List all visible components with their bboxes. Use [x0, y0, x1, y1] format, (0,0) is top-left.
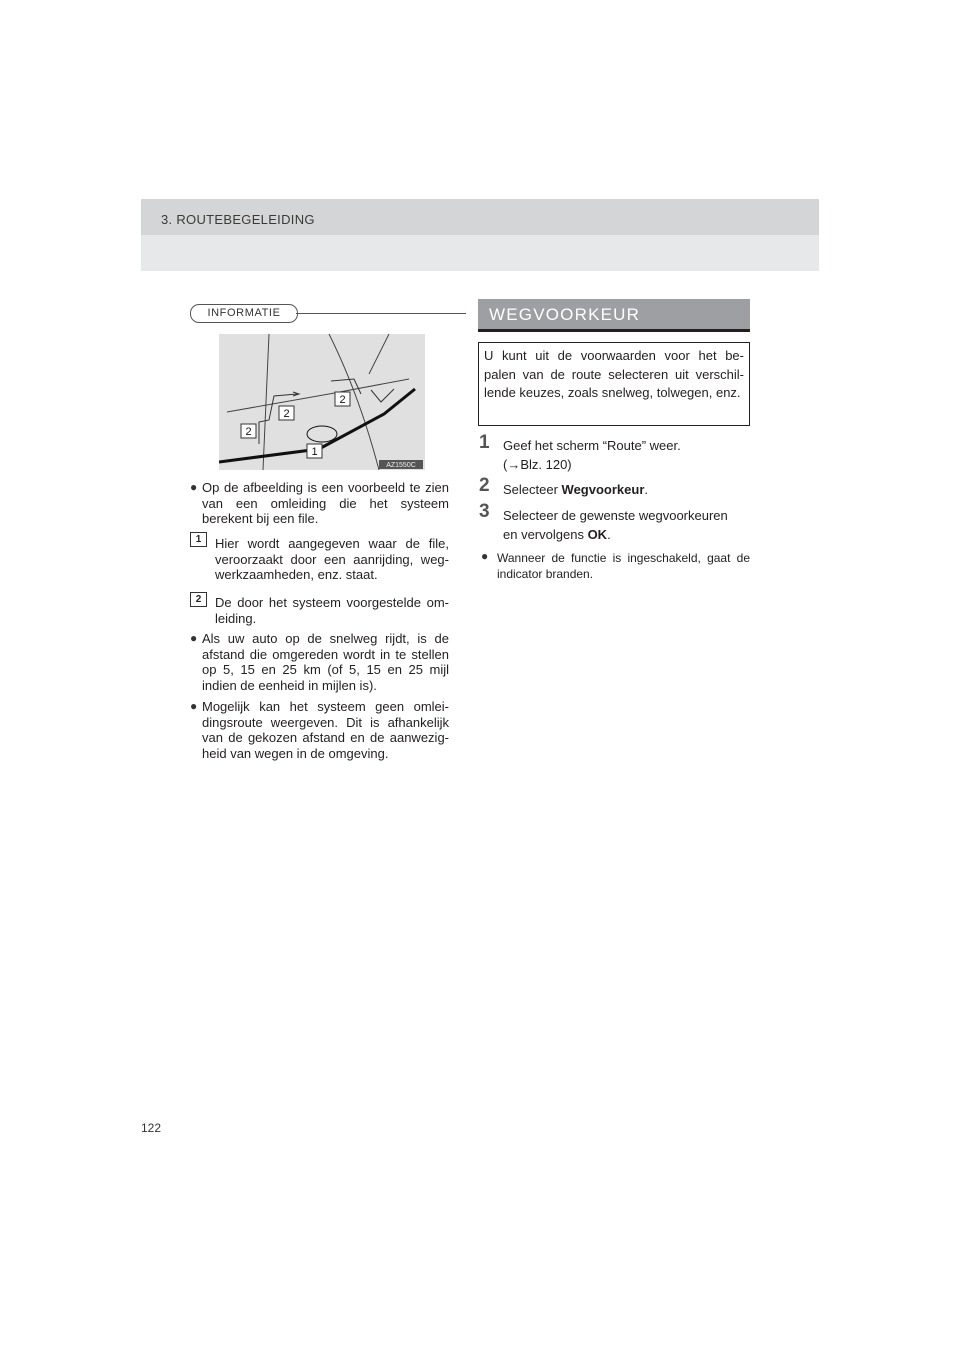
- page-number: 122: [141, 1121, 162, 1135]
- numbered-item-1: Hier wordt aangegeven waar de file, veroorzaakt door een aanrijding, weg- werkzaamheden, enz. staat.: [215, 536, 449, 582]
- figure-code: AZ1550C: [386, 462, 416, 469]
- bullet-icon: ●: [190, 631, 198, 645]
- section-title: WEGVOORKEUR: [489, 305, 641, 324]
- step-number-3: 3: [479, 501, 490, 522]
- step-number-2: 2: [479, 475, 490, 496]
- info-label: INFORMATIE: [190, 304, 298, 323]
- info-divider: [296, 313, 466, 314]
- note-text: Wanneer de functie is ingeschakeld, gaat de indicator branden.: [497, 551, 750, 581]
- step-1-line1: Geef het scherm “Route” weer.: [503, 438, 681, 453]
- numbered-item-2: De door het systeem voorgestelde om- leiding.: [215, 595, 449, 626]
- header-sub-bar: [141, 235, 819, 271]
- num-box-2: 2: [190, 592, 207, 607]
- step-1-line2: (→Blz. 120): [503, 457, 572, 472]
- intro-text: U kunt uit de voorwaarden voor het be- palen van de route selecteren uit verschil- lende keuzes, zoals snelweg, tolwegen, enz.: [484, 348, 744, 400]
- callout-1: 1: [311, 446, 318, 458]
- step-3-line1: Selecteer de gewenste wegvoorkeuren: [503, 508, 728, 523]
- detour-map-figure: [219, 334, 425, 470]
- chapter-title: 3. ROUTEBEGELEIDING: [161, 212, 315, 227]
- step-1: [503, 436, 749, 474]
- step-3: [503, 506, 749, 544]
- info-bullet-2: Als uw auto op de snelweg rijdt, is de afstand die omgereden wordt in te stellen op 5, 15 en 25 km (of 5, 15 en 25 mijl indien de eenheid in mijlen is).: [202, 631, 449, 693]
- section-title-underline: [478, 329, 750, 332]
- bullet-icon: ●: [190, 480, 198, 494]
- info-bullet-1: Op de afbeelding is een voorbeeld te zien van een omleiding die het systeem berekent bij een file.: [202, 480, 449, 526]
- step-2: Selecteer Wegvoorkeur.: [503, 482, 649, 497]
- menu-option-wegvoorkeur: Wegvoorkeur: [561, 482, 645, 497]
- step-number-1: 1: [479, 432, 490, 453]
- bullet-icon: ●: [190, 699, 198, 713]
- info-bullet-3: Mogelijk kan het systeem geen omlei- dingsroute weergeven. Dit is afhankelijk van de gekozen afstand en de aanwezig- heid van wegen in de omgeving.: [202, 699, 449, 761]
- callout-2-a: 2: [283, 408, 290, 420]
- step-3-line2: en vervolgens OK.: [503, 527, 611, 542]
- num-box-1: 1: [190, 532, 207, 547]
- callout-2-c: 2: [339, 394, 346, 406]
- menu-option-ok: OK: [587, 527, 608, 542]
- callout-2-b: 2: [245, 426, 252, 438]
- bullet-icon: ●: [481, 549, 489, 563]
